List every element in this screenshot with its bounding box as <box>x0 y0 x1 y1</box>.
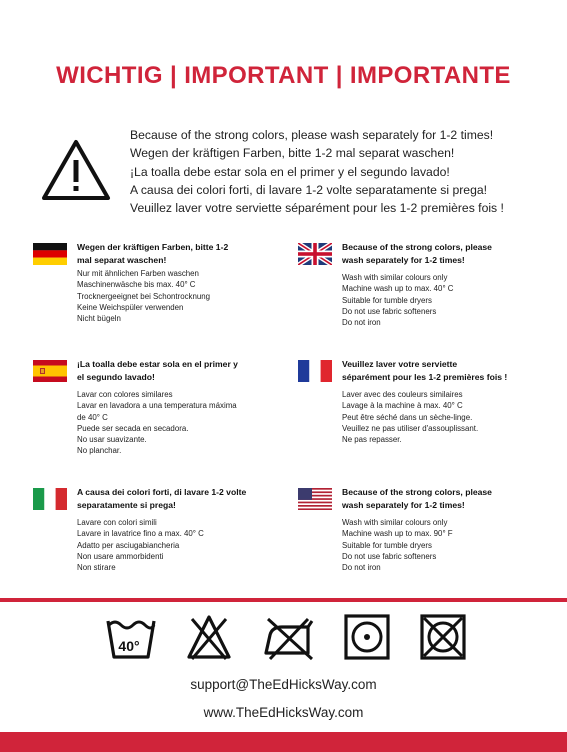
tumble-dry-icon <box>343 613 391 661</box>
block-lines: Lavare con colori simili Lavare in lavatrice fino a max. 40° C Adatto per asciugabiancheria Non usare ammorbidenti Non stirare <box>77 518 204 573</box>
block-lines: Wash with similar colours only Machine wash up to max. 90° F Suitable for tumble dryers Do not use fabric softeners Do not iron <box>342 518 453 573</box>
wash-40-icon <box>105 613 157 661</box>
block-lines: Lavar con colores similares Lavar en lavadora a una temperatura máxima de 40° C Puede ser secada en secadora. No usar suavizante. No planchar. <box>77 390 237 456</box>
intro-line: Because of the strong colors, please wash separately for 1-2 times! <box>130 128 494 142</box>
no-bleach-icon <box>186 613 232 661</box>
block-heading: A causa dei colori forti, di lavare 1-2 volte separatamente si prega! <box>77 487 247 510</box>
intro-line: Veuillez laver votre serviette séparément pour les 1-2 premières fois ! <box>130 201 504 216</box>
block-lines: Nur mit ähnlichen Farben waschen Maschinenwäsche bis max. 40° C Trocknergeeignet bei Schontrocknung Keine Weichspüler verwenden Nicht bügeln <box>77 269 211 324</box>
no-tumble-dry-icon <box>419 613 467 661</box>
intro-line: A causa dei colori forti, di lavare 1-2 volte separatamente si prega! <box>130 182 488 197</box>
uk-flag <box>298 243 332 265</box>
warning-triangle-icon <box>40 138 112 202</box>
spain-flag <box>33 360 67 382</box>
block-heading: Wegen der kräftigen Farben, bitte 1-2 mal separat waschen! <box>77 242 229 265</box>
block-heading: ¡La toalla debe estar sola en el primer y el segundo lavado! <box>77 359 238 382</box>
no-iron-icon <box>262 613 316 661</box>
website-link[interactable]: www.TheEdHicksWay.com <box>203 705 364 720</box>
intro-line: ¡La toalla debe estar sola en el primer y el segundo lavado! <box>130 164 450 179</box>
footer-bar <box>0 732 567 752</box>
wash-temp-label: 40° <box>118 638 140 654</box>
block-heading: Veuillez laver votre serviette séparément pour les 1-2 premières fois ! <box>342 359 508 382</box>
divider <box>0 598 567 602</box>
france-flag <box>298 360 332 382</box>
intro-text <box>130 126 550 217</box>
block-lines: Wash with similar colours only Machine wash up to max. 40° C Suitable for tumble dryers Do not use fabric softeners Do not iron <box>342 273 454 328</box>
block-heading: Because of the strong colors, please wash separately for 1-2 times! <box>342 487 492 510</box>
page-title: WICHTIG | IMPORTANT | IMPORTANTE <box>56 62 511 89</box>
block-heading: Because of the strong colors, please wash separately for 1-2 times! <box>342 242 492 265</box>
block-lines: Laver avec des couleurs similaires Lavage à la machine à max. 40° C Peut être séché dans un sèche-linge. Veuillez ne pas utiliser d'assouplissant. Ne pas repasser. <box>342 390 479 445</box>
usa-flag <box>298 488 332 510</box>
germany-flag <box>33 243 67 265</box>
italy-flag <box>33 488 67 510</box>
support-email[interactable]: support@TheEdHicksWay.com <box>190 677 377 692</box>
intro-line: Wegen der kräftigen Farben, bitte 1-2 mal separat waschen! <box>130 146 455 161</box>
